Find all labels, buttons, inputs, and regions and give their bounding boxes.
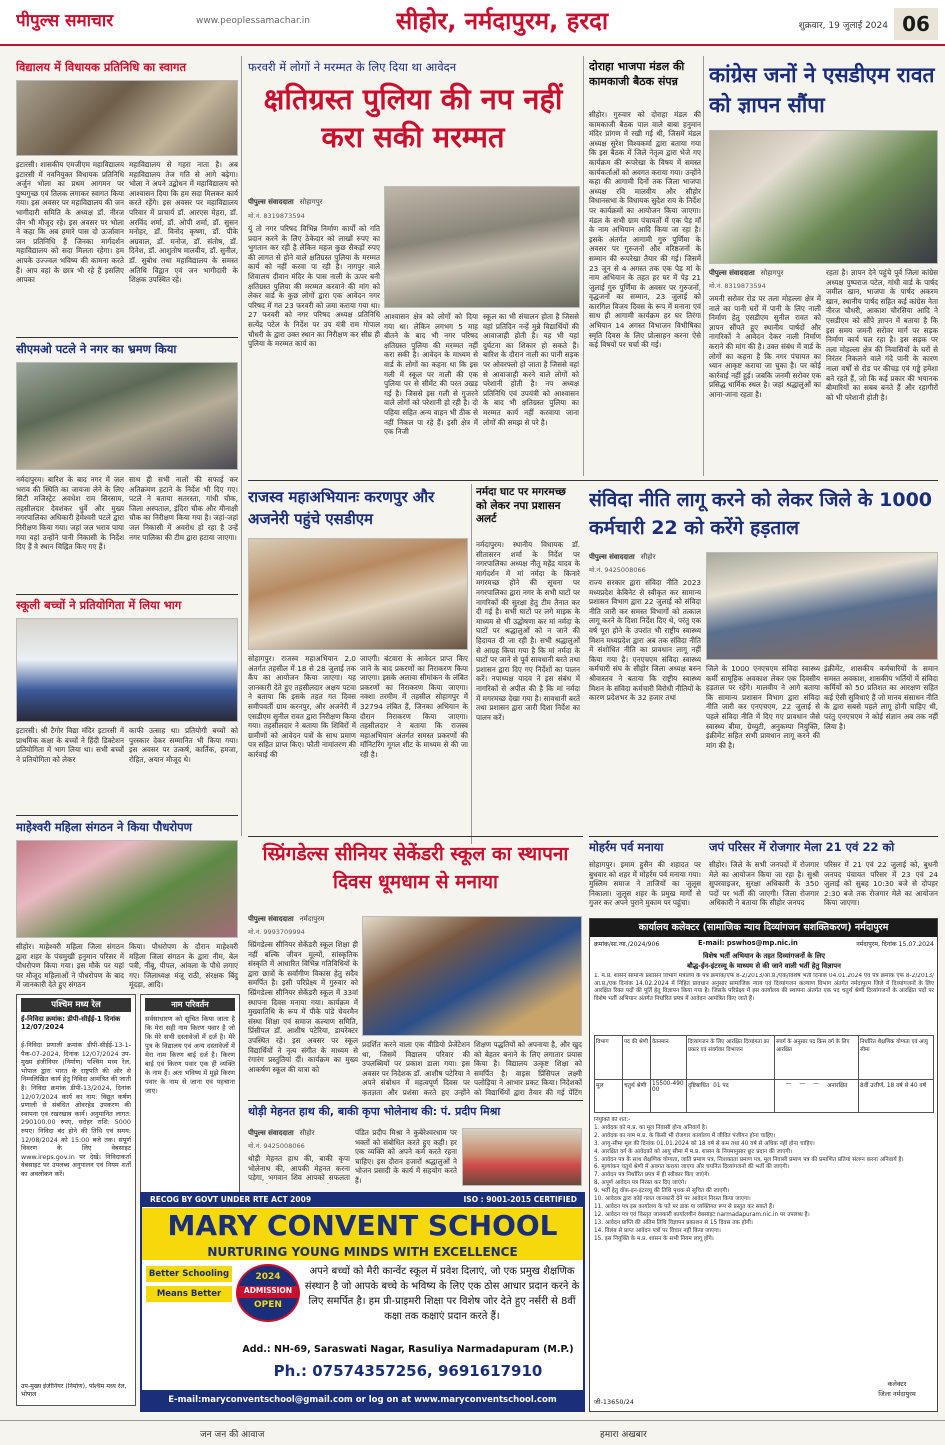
mobile-number (709, 280, 821, 290)
footer-left: जन जन की आवाज (200, 1430, 265, 1440)
admission-year: 2024 (255, 1272, 281, 1282)
table-cell-value: — (785, 1081, 792, 1087)
page-number: 06 (894, 8, 938, 40)
ad-hindi-text: अपने बच्चों को मैरी कान्वेंट स्कूल में प्रवेश दिलाएं, जो एक प्रमुख शैक्षणिक संस्थान है जो आपके बच्चे के भविष्य के लिए एक ठोस आधार प्रदान करने के लिए समर्पित है। हम प्री-प्राइमरी शिक्षा पर विशेष जोर देते हुए नर्सरी से 8वीं कक्षा तक कक्षाएं प्रदान करते हैं। (304, 1266, 580, 1322)
article-body: परिसर में 21 एवं 22 जुलाई को, बुधनी जनपद पंचायत परिसर में 23 एवं 24 जुलाई को सुबह 10:30 बजे से दोपहर 2:30 बजे तक रोजगार मेले का आयोजन किया जाएगा। (824, 860, 938, 908)
table-cell: चतुर्थ श्रेणी (623, 1080, 651, 1113)
mobile-number-text: मो.नं. 9425008066 (589, 565, 646, 574)
news-photo (706, 552, 938, 660)
article-body: सीहोर। गुरुवार को दोराहा मंडल की कामकाजी बैठक पाल वाले बाबा हनुमान मंदिर प्रांगण में रखी गई थी, जिसमें मंडल अध्यक्ष सुरेश विश्वकर्मा द्वारा बताया गया कि इस बैठक में जिले नेतृत्व द्वारा भेजे गए कार्यक्रम की रूपरेखा के विषय में समस्त कार्यकर्ताओं को अवगत कराया गया। उन्होंने कहा की आगामी दिनों तक जिला भाजपा अध्यक्ष रवि मालवीय और सीहोर विधानसभा के विधायक सुदेश राय के निर्देश पर कार्यक्रमों का आयोजन किया जाएगा। मंडल के सभी ग्राम पंचायतों में एक पेड़ माँ के नाम अभियान आदि किया जा रहा है। इसके अंतर्गत आगामी गुरु पूर्णिमा के अवसर पर गुरुजनों और वरिष्ठजनों के सम्मान की रूपरेखा तैयार की गई। जिसमें 23 जून से 4 अगस्त तक एक पेड़ मां के नाम अभियान के तहत हर घर में पेड़ 21 जुलाई गुरु पूर्णिमा के अवसर पर गुरुजनों, वृद्धजनों का सम्मान, 23 जुलाई को कारगिल विजय दिवस के रूप में मनाना एवं साथ ही आगामी कार्यक्रम हर घर तिरंगा अभियान 14 अगस्त विभाजन विभीषिका स्मृति दिवस के लिए प्रोत्साहन करना ऐसे कई विषयों पर चर्चा की गई। (589, 110, 701, 350)
admission-label: ADMISSION (238, 1286, 298, 1298)
place: सीहोर (640, 552, 656, 561)
headline: विद्यालय में विधायक प्रतिनिधि का स्वागत (16, 60, 187, 74)
notice-subject-2: बौद्ध-ईन-इंटरव्यू के माध्यम से की जाने वाली भर्ती हेतु विज्ञापन (687, 962, 841, 970)
divider (241, 56, 242, 836)
table-cell: 8वीं उत्तीर्ण, 18 वर्ष से 40 वर्ष (860, 1083, 927, 1089)
notice-email: E-mail: pswhos@mp.nic.in (698, 939, 798, 947)
news-photo (709, 130, 938, 264)
tender-heading: ई-निविदा क्रमांक: डीपी-सीईई-1 दिनांक 12/07/2024 (21, 1015, 121, 1031)
article-body: किया। पौधरोपण के दौरान माहेश्वरी महिला जिला संगठन के द्वारा नीम, बेल पत्री, नींबू, पीपल, आंवला के पौधे लगाए गए। जिलाध्यक्ष मंजू राठी, संरक्षक बिंदु मूंदड़ा, आदि। (129, 942, 238, 990)
article-body: नर्मदापुरम। बारिश के बाद नगर में जल भराव की स्थिति का जायजा लेने के लिए सिटी मजिस्ट्रेट अवधेश राम सिरसाम, तहसीलदार देवशंकर धुर्वे और मुख्य नगरपालिका अधिकारी हेमेश्वरी पटले द्वारा निरीक्षण किया गया। जहां जल भराव पाया गया वहां उन्होंने पानी निकासी के निर्देश दिए हैं वे स्थान चिह्नित किए गए हैं। (16, 475, 124, 552)
table-cell: 15500-49000 (651, 1080, 687, 1113)
headline: राजस्व महाअभियानः करणपुर और अजनेरी पहुंचे एसडीएम (248, 488, 435, 528)
school-tagline: NURTURING YOUNG MINDS WITH EXCELLENCE (142, 1244, 583, 1260)
headline: स्प्रिंगडेल्स सीनियर सेकेंडरी स्कूल का स्थापना दिवस धूमधाम से मनाया (262, 843, 569, 893)
divider (248, 836, 583, 837)
mobile-number-text: मो.नं. 9425008066 (248, 1141, 305, 1150)
place: नर्मदापुरम (299, 914, 325, 923)
notice-subject: विशेष भर्ती अभियान के तहत दिव्यांगजनों के लिए (703, 952, 825, 960)
news-photo (16, 840, 238, 938)
ad-email-bar[interactable]: E-mail:maryconventschool@gmail.com or log on at www.maryconventschool.com (142, 1390, 583, 1410)
article-body: इटारसी। शासकीय एमजीएम महाविद्यालय इटारसी में नवनियुक्त विधायक प्रतिनिधि अर्जुन भोला का प्रथम आगमन पर पुष्पगुच्छ एवं तिलक लगाकर स्वागत किया गया। इस अवसर पर महाविद्यालय की जन भागीदारी समिति के अध्यक्ष डॉ. नीरज जैन भी मौजूद रहे। इस अवसर पर भोला ने कहा कि अब हमारे पास दो ऊर्जावान जन प्रतिनिधि हैं जिनका मार्गदर्शन महाविद्यालय को सदा मिलता रहेगा। हम आपके उज्ज्वल भविष्य की कामना करते हैं। आप वहां के छात्र भी रहे हैं इसलिए आपका (16, 160, 124, 285)
ad-iso: ISO : 9001-2015 CERTIFIED (463, 1195, 577, 1204)
admission-open: OPEN (254, 1300, 282, 1310)
notice-date: नर्मदापुरम, दिनांक 15.07.2024 (856, 941, 934, 948)
article-body: थोड़ी मेहनत हाथ की, बाकी कृपा भोलेनाथ की, आपकी मेहनत करना पड़ेगा, भगवान शिव आपको सफलता (248, 1154, 350, 1183)
article-body: राज्य सरकार द्वारा संविदा नीति 2023 मध्यप्रदेश केबिनेट से स्वीकृत कर सामान्य प्रशासन विभाग द्वारा 22 जुलाई को संविदा नीति जारी कर समस्त विभागों को तत्काल लागू करने के दिशा निर्देश दिए थे, परंतु एक वर्ष पूरा होने के उपरांत भी राष्ट्रीय स्वास्थ्य मिशन मध्यप्रदेश द्वारा अब तक संविदा नीति में संशोधित नीति का प्रावधान लागू नहीं किया गया है। एनएचएम संविदा स्वास्थ्य कर्मचारी संघ के सीहोर जिला अध्यक्ष बरुन श्रीवास्तव ने बताया कि राष्ट्रीय स्वास्थ्य मिशन के संविदा कर्मचारी विरोधी नीतियों के कारण प्रदेशभर के 32 हजार तथा (589, 578, 701, 703)
divider (16, 337, 238, 338)
ad-left-2: Means Better (146, 1286, 232, 1302)
divider (583, 56, 584, 476)
place: सोहागपुर (760, 268, 784, 277)
article-body: रहता है। ज्ञापन देने पहुंचे पूर्व जिला कांग्रेस अध्यक्ष पुष्पराज पटेल, गांधी वार्ड के पार्षद जमील खान, भाजपा के पार्षद अकरम खान, स्थानीय पार्षद सहित कई कांग्रेस नेता नीरज चौधरी, आकाश चौरसिया आदि ने एसडीएम को सौंपे ज्ञापन में बताया है कि इस समय जमनी सरोवर मार्ग पर सड़क निर्माण कार्य चल रहा है। इस सड़क पर तला मोहल्ला क्षेत्र की निवासियों के घरों से निरंतर निकलने वाले गंदे पानी के कारण नाला वर्षों से रोड पर कीचड़ एवं गड्ढे हमेशा बने रहते हैं, जो कि कई प्रकार की भयानक बीमारियों का सबब बनते हैं और रहागीरों को भी परेशानी होती है। (826, 268, 938, 402)
article-body: इंक्रीमेंट, शासकीय कर्मचारियों के समान समस्त अवकाश, शासकीय भर्तियों में संविदा कर्मियों को 50 प्रतिशत का आरक्षण सहित कई ऐसी सुविधाएं हैं जो मानव संसाधन नीति के द्वारा सबसे पहले लागू होनी चाहिए थी, परंतु एनएचएम ने कोई संज्ञान अब तक नहीं लिया है। (824, 664, 938, 731)
headline: थोड़ी मेहनत हाथ की, बाकी कृपा भोलेनाथ की: पं. प्रदीप मिश्रा (248, 1105, 501, 1118)
section-title: सीहोर, नर्मदापुरम, हरदा (396, 7, 609, 35)
name-change-box (140, 994, 240, 1194)
mobile-number-text: मो.नं. 8319873594 (709, 281, 766, 290)
page-footer (0, 1420, 945, 1445)
article-body: शिक्षण पद्धतियों को अपनाया है, और खुद को बेहतर बनाने के लिए लगातार प्रयास किया है। विद्यालय उत्कृष्ट शिक्षा को समर्पित है। वाइस प्रिंसिपल लक्ष्मी पलोड़िया ने आभार प्रकट किया। निदेशकों को विद्यार्थियों द्वारा तैयार की गई पेंटिंग (474, 1040, 582, 1096)
table-header: दिव्यांगजन के लिए आरक्षित दिव्यांगता का प्रकार एवं संवर्गवार विभाजन (687, 1036, 775, 1080)
tender-badge: पश्चिम मध्य रेल (21, 998, 131, 1012)
article-body: यूं तो नगर परिषद विभिन्न निर्माण कार्यों को गति प्रदान करने के लिए ठेकेदार को लाखों रुपए का भुगतान कर रही है लेकिन महज कुछ सैकड़ों रुपए की लागत से होने वाले क्षतिग्रस्त पुलिया के मरम्मत कार्य को नहीं करवा पा रही है। नागपुर वाले शिवालय दीवान मंदिर के पास नाली के ऊपर बनी क्षतिग्रस्त पुलिया की मरम्मत करवाने की मांग को लेकर वार्ड के कुछ लोगों द्वारा एक आवेदन नगर परिषद में गत 23 फरवरी को जमा कराया गया था। 27 फरवरी को नगर परिषद अध्यक्ष प्रतिनिधि सत्येंद्र पटेल के निर्देश पर उप यंत्री राम गोपाल चौधरी के द्वारा उक्त स्थान का निरीक्षण कर सीघ्र ही पुलिया के मरम्मत कार्य का (248, 224, 380, 349)
issue-date: शुक्रवार, 19 जुलाई 2024 (798, 21, 888, 31)
table-cell (687, 1080, 775, 1113)
article-body: जिले के 1000 एनएचएम संविदा स्वास्थ्य कर्मी सामूहिक अवकाश लेकर एक दिवसीय हड़ताल पर रहेंगे। मालवीय ने आगे बताया कि सामान्य प्रशासन विभाग द्वारा संविदा नीति जारी कर एनएचएम, 22 जुलाई से पहले संविदा नीति में दिए गए प्रावधान जैसे स्वास्थ्य बीमा, ग्रेच्युटी, अनुकम्पा नियुक्ति, इंक्रीमेंट सहित सभी प्रावधान लागू करने की मांग की है। (706, 664, 820, 750)
reporter: पीपुल्स संवाददाता (709, 268, 755, 277)
mobile-number-text: मो.नं. 9993709994 (248, 927, 305, 936)
article-body: स्प्रिंगडेल्स सीनियर सेकेंडरी स्कूल शिक्षा ही नहीं बल्कि जीवन मूल्यों, सांस्कृतिक संस्कृति में आधारित विभिन्न गतिविधियों के द्वारा छात्रों के सर्वांगीण विकास हेतु सदैव समर्पित है। इसी परिप्रेक्ष्य में गुरुवार को स्प्रिंगडेल्स सीनियर सेकेंडरी स्कूल में 33वां स्थापना दिवस मनाया गया। कार्यक्रम में मुख्यातिथि के रूप में पीके पांडे चेयरमैन संस्था शिक्षा एवं समाज कल्याण समिति, प्रिंसीपल डॉ. आशीष पटेरिया, डायरेक्टर उपस्थित रहे। इस अवसर पर स्कूल विद्यार्थियों ने नृत्य संगीत के माध्यम से रंगारंग प्रस्तुतियां दीं। कार्यक्रम का मुख्य आकर्षण स्कूल की यात्रा को (248, 940, 358, 1074)
divider (471, 484, 472, 844)
table-header: विभाग (595, 1036, 623, 1080)
article-body: महाविद्यालय से गहरा नाता है। अब महाविद्यालय तेज गति से आगे बढ़ेगा। भोला ने अपने उद्बोधन में महाविद्यालय को आश्वासन दिया कि हम सदा मिलकर कार्य करते रहेंगे। इस अवसर पर महाविद्यालय परिवार में प्राचार्य डॉ. आरएस मेहरा, डॉ. अरविंद शर्मा, डॉ. ओपी शर्मा, डॉ. सुसन मनोहर, डॉ. विनोद कृष्णा, डॉ. पीके अग्रवाल, डॉ. मनोज, डॉ. संतोष, डॉ. दिनेश, डॉ. आशुतोष मालवीय, डॉ. सुनील, डॉ. सुबोध तथा महाविद्यालय के समस्त अतिथि विद्वान एवं जन भागीदारी के शिक्षक उपस्थित रहे। (129, 160, 238, 285)
headline: स्कूली बच्चों ने प्रतियोगिता में लिया भाग (16, 598, 182, 612)
notice-intro: 1. म.प्र. शासन सामान्य प्रशासन विभाग मंत्रालय के पत्र क्रमांक/एफ 8-2/2013/आ.प्र./एक/विशेष भर्ती दिनांक 04.01.2024 एवं पत्र क्रमांक एफ 8-2/2013/आ.प्र./एक दिनांक 14.02.2024 में निहित प्रावधान अनुसार सामाजिक न्याय एवं दिव्यांगजन कल्याण विभाग अंतर्गत नर्मदापुरम जिले में दिव्यांगजनों के लिए आरक्षित रिक्त पदों की पूर्ति हेतु विज्ञापन किया गया है। जिसके परिप्रेक्ष्य में इस कार्यालय की स्थापना अंतर्गत एक पद चतुर्थ श्रेणी दिव्यांगजनों के आरक्षित पदों पर विशेष भर्ती अभियान अंतर्गत निर्धारित प्रपत्र में आवेदन आमंत्रित किए जाते हैं। (594, 973, 934, 1002)
article-body: सोहागपुर। राजस्व महाअभियान 2.0 अंतर्गत तहसील में 18 से 28 जुलाई तक कैंप का आयोजन किया जाएगा। यह जानकारी देते हुए तहसीलदार अक्षय पटवा ने बताया कि इसके तहत गत दिवस समीपवर्ती ग्राम करनपुर, और अजनेरी में एसडीएम सुनील रावत द्वारा निरीक्षण किया गया। तहसीलदार ने बताया कि शिविरों में ग्रामीणों को आवेदन पत्रों के साथ प्रमाण पत्र सहित प्राप्त किए। फौती नामांतरण की कार्रवाई की (248, 654, 356, 759)
place: सीहोर (299, 1128, 315, 1137)
article-body: सीहोर। जिले के सभी जनपदों में रोजगार मेले का आयोजन किया जा रहा है। सुश्री सुपरवाइजर, सुरक्षा अधिकारी के 350 पदों पर भर्ती की जाएगी। जिला रोजगार अधिकारी ने बताया कि सीहोर जनपद (709, 860, 819, 908)
article-body: आश्वासन क्षेत्र को लोगों को दिया गया था। लेकिन लगभग 5 माह बीतने के बाद भी नगर परिषद क्षतिग्रस्त पुलिया की मरम्मत नहीं करा सकी है। आवेदन के माध्यम से वार्ड के लोगों का कहना था कि इस गली में स्कूल पर नाली की एक पुलिया पर से सीमेंट की परत उखड़ गई है। जिससे इस गली से गुजरने वाले लोगों को परेशानी हो रही है। दो पहिया सहित अन्य वाहन भी ठीक से नहीं निकल पा रहे हैं। इसी क्षेत्र में एक निजी (384, 312, 478, 437)
headline: दोराहा भाजपा मंडल की कामकाजी बैठक संपन्न (589, 60, 685, 88)
headline: नर्मदा घाट पर मगरमच्छ को लेकर नपा प्रशासन अलर्ट (476, 486, 566, 525)
mobile-number (589, 564, 701, 574)
ad-address: Add.: NH-69, Saraswati Nagar, Rasuliya Narmadapuram (M.P.) (242, 1344, 574, 1355)
ad-phone[interactable]: Ph.: 07574357256, 9691617910 (273, 1362, 543, 1380)
divider (703, 56, 704, 476)
article-body: पंडित प्रदीप मिश्रा ने कुबेरेश्वरधाम पर भक्तों को संबोधित करते हुए कही। हर एक व्यक्ति को अपने कर्म करते रहना चाहिए। इस दौरान हजारों श्रद्धालुओं ने भोजन प्रसादी के कार्य में सहयोग करते हैं। (355, 1128, 457, 1184)
school-name: MARY CONVENT SCHOOL (142, 1208, 583, 1244)
tender-body: ई-निविदा प्रणाली क्रमांक डीपी-सीईई-13-1-पैक-07-2024, दिनांक 12/07/2024 उप-मुख्य इंजीनियर (निर्माण) पश्चिम मध्य रेल, भोपाल द्वारा भारत के राष्ट्रपति की ओर से निम्नलिखित कार्य हेतु निविदा आमंत्रित की जाती है। निविदा क्रमांक डीपी-13/2024, दिनांक 12/07/2024 कार्य का नाम: विद्युत कर्षण प्रणाली से संबंधित ओवरहेड उपकरण की स्थापना एवं रखरखाव कार्य। अनुमानित लागत: 290100.00 रुपए, धरोहर राशि: 5000 रुपए। निविदा बंद होने की तिथि एवं समय: 12/08/2024 को 15:00 बजे तक। संपूर्ण विवरण के लिए वेबसाइट www.ireps.gov.in पर देखें। निविदाकर्ता वेबसाइट पर उपलब्ध अनुपालन एवं नियम शर्तों का अवलोकन करें। (21, 1041, 131, 1178)
article-body: सोहागपुर। इमाम हुसैन की शहादत पर बुधवार को शहर में मोहर्रम पर्व मनाया गया। मुस्लिम समाज ने ताजियों का जुलूस निकाला। जुलूस शहर के प्रमुख मार्गों से गुजर कर अपने पुराने मुकाम पर पहुंचा। (589, 860, 701, 908)
table-header: पद की श्रेणी (623, 1036, 651, 1080)
headline: माहेश्वरी महिला संगठन ने किया पौधरोपण (16, 820, 192, 834)
table-header: संवर्ग के अनुसार पद किस वर्ग के लिए आरक्षित (775, 1036, 859, 1080)
article-body: इटारसी। श्री टैगोर विद्या मंदिर इटारसी में प्राथमिक कक्षा के बच्चों ने हिंदी डिक्टेशन प्रतियोगिता में भाग लिया था। सभी बच्चों ने प्रतियोगिता को लेकर (16, 726, 124, 764)
notice-table (594, 1035, 934, 1113)
news-photo (462, 1128, 582, 1186)
admission-badge[interactable] (236, 1264, 300, 1322)
reporter: पीपुल्स संवाददाता (248, 1128, 294, 1137)
divider (248, 1100, 583, 1101)
byline (248, 196, 378, 208)
article-body: प्रदर्शित करने वाला एक वीडियो प्रेजेंटेशन था, जिसमें विद्यालय परिवार की उपलब्धियों पर प्रकाश डाला गया। इस अवसर पर निदेशक डॉ. आशीष पटेरिया ने अपने संबोधन में महत्वपूर्ण दिवस पर कृतज्ञता और प्रशंसा करते हुए उन्होंने (362, 1040, 470, 1096)
notice-signature: कलेक्टर (887, 1380, 907, 1388)
headline: संविदा नीति लागू करने को लेकर जिले के 1000 कर्मचारी 22 को करेंगे हड़ताल (589, 489, 933, 539)
table-cell-value: 01 पद (713, 1083, 729, 1089)
news-photo (16, 618, 238, 722)
headline: मोहर्रम पर्व मनाया (589, 840, 664, 854)
article-body: जमनी सरोवर रोड पर तला मोहल्ला क्षेत्र में नाले का पानी घरों में पानी के लिए नाली निर्माण हेतु एसडीएम सुनील रावत को ज्ञापन सौंपते हुए स्थानीय पार्षदों और नागरिकों ने आवेदन देकर नाली निर्माण कराने की मांग की है। उक्त संबंध में वार्ड के लोगों का कहना है कि नगर पंचायत का ध्यान आकृष्ट कराया जा चुका है। पर कोई कार्रवाई नहीं हुई। जबकि जनमी सरोवर एक प्रसिद्ध धार्मिक स्थल है। जहां श्रद्धालुओं का आना-जाना रहता है। (709, 294, 821, 399)
divider (16, 815, 238, 816)
headline: कांग्रेस जनों ने एसडीएम रावत को ज्ञापन सौंपा (709, 63, 935, 117)
tender-footer: उप-मुख्य इंजीनियर (निर्माण), पश्चिम मध्य रेल, भोपाल (21, 1383, 127, 1398)
ad-left-1: Better Schooling (146, 1266, 232, 1282)
article-body: काफी उत्साह था। प्रतियोगी बच्चों को पुरस्कार देकर सम्मानित भी किया गया। इस अवसर पर उत्कर्ष, कार्तिक, हमजा, रोहित, अयान मौजूद थे। (129, 726, 238, 764)
headline: सीएमओ पटले ने नगर का भ्रमण किया (16, 342, 177, 356)
reporter: पीपुल्स संवाददाता (589, 552, 635, 561)
news-photo (362, 916, 582, 1036)
website[interactable]: www.peoplessamachar.in (196, 16, 310, 26)
table-cell-value: अनारक्षित (826, 1083, 848, 1089)
notice-title: कार्यालय कलेक्टर (सामाजिक न्याय दिव्यांगजन सशक्तिकरण) नर्मदापुरम (590, 919, 937, 937)
railway-tender-box (16, 994, 136, 1406)
logo[interactable]: पीपुल्स समाचार (16, 11, 114, 31)
article-body: नर्मदापुरम। स्थानीय विधायक डॉ. सीतासरन शर्मा के निर्देश पर नगरपालिका अध्यक्ष नीतू महेंद्र यादव के मार्गदर्शन में मां नर्मदा के किनारे मगरमच्छ होने की सूचना पर नगरपालिका द्वारा नगर के सभी घाटों पर नागरिकों की सुरक्षा हेतु टीम तैनात कर दी गई है। सभी घाटों पर लगे माइक के माध्यम से भी उद्घोषणा कर मां नर्मदा के घाटों पर श्रद्धालुओं को न जाने की हिदायत दी जा रही है। सभी श्रद्धालुओं से आग्रह किया गया है कि मां नर्मदा के घाटों पर जाने से पूर्व सावधानी बरते तथा प्रशासन द्वारा दिए गए निर्देशों का पालन करें। नपाध्यक्ष यादव ने इस संबंध में नागरिकों से अपील की है कि मां नर्मदा में मगरमच्छ देखा गया है। सावधानी बरतें तथा प्रशासन द्वारा जारी दिशा निर्देश का पालन करें। (476, 540, 580, 722)
table-cell: मूल (595, 1080, 623, 1113)
notice-code: जी-13650/24 (594, 1398, 634, 1406)
footer-right: हमारा अखबार (600, 1430, 647, 1440)
mobile-number-text: मो.नं. 8319873594 (248, 211, 305, 220)
table-header: वेतनमान (651, 1036, 687, 1080)
reporter: पीपुल्स संवाददाता (248, 914, 294, 923)
table-cell-value: दृष्टिबाधित (688, 1083, 710, 1089)
name-change-badge: नाम परिवर्तन (145, 998, 235, 1011)
article-body: सीहोर। माहेश्वरी महिला जिला संगठन द्वारा शहर के पंचमुखी हनुमान परिसर में पौधरोपण किया गया। इस मौके पर यहां पर मौजूद महिलाओं ने पौधरोपण के बाद में जानकारी देते हुए संगठन (16, 942, 124, 990)
table-header: निर्धारित शैक्षणिक योग्यता एवं आयु सीमा (859, 1036, 934, 1080)
notice-ref: क्रमांक/सा.न्या./2024/906 (594, 941, 660, 948)
news-photo (384, 186, 580, 308)
article-body: स्कूल का भी संचालन होता है जिससे वहां प्रतिदिन नन्हें मुन्ने विद्यार्थियों की आवाजाही होती है। यह भी यहां दुर्घटना का शिकार हो सकते हैं। बारिश के दौरान नाली का पानी सड़क पर ओवरफ्लो हो जाता है जिससे वहां से आवाजाही करने वाले लोगों को परेशानी होती है। नप अध्यक्ष प्रतिनिधि एवं उपयंत्री को आश्वासन के बाद भी क्षतिग्रस्त पुलिया का मरम्मत कार्य नहीं करवाया जाना लोगों की समझ से परे है। (483, 312, 579, 427)
byline (709, 268, 821, 278)
mobile-number (248, 210, 378, 220)
headline: जपं परिसर में रोजगार मेला 21 एवं 22 को (709, 840, 895, 854)
notice-terms: नियुक्ति की शर्तें:- 1. आवेदक को म.प्र. का मूल निवासी होना अनिवार्य है। 2. आवेदक का नाम म.प्र. के किसी भी रोजगार कार्यालय में जीवित पंजीयन होना चाहिए। 3. आयु-सीमा मूल की दिनांक 01.01.2024 को 18 वर्ष से कम तथा 40 वर्ष से अधिक नहीं होना चाहिए। 4. आरक्षित वर्ग के आवेदकों को आयु सीमा में म.प्र. शासन के नियमानुसार छूट प्रदान की जाएगी। 5. आवेदन पत्र के साथ शैक्षणिक योग्यता, जाति प्रमाण पत्र, निःशक्तता प्रमाण पत्र, मूल निवासी प्रमाण पत्र की प्रमाणित प्रतियां संलग्न करना अनिवार्य है। 6. मूल्यांकन चतुर्थ श्रेणी में अवगत कराया जाएगा और चयनित दिव्यांगजनों की भर्ती की जाएगी। 7. आवेदन पत्र निर्धारित प्रपत्र में ही स्वीकार किए जाएंगे। 8. अपूर्ण आवेदन पत्र निरस्त कर दिए जाएंगे। 9. भर्ती हेतु वॉक-इन-इंटरव्यू की तिथि पृथक से सूचित की जाएगी। 10. आवेदक द्वारा कोई गलत जानकारी देने पर आवेदन निरस्त किया जाएगा। 11. आवेदन पत्र इस कार्यालय के पते पर डाक या व्यक्तिगत रूप से प्रस्तुत कर सकते हैं। 12. आवेदन पत्र एवं विस्तृत जानकारी कार्यालयीन वेबसाइट narmadapuram.nic.in पर उपलब्ध है। 13. आवेदन प्राप्ति की अंतिम तिथि विज्ञापन प्रकाशन से 15 दिवस तक होगी। 14. विलंब से प्राप्त आवेदन पत्रों पर विचार नहीं किया जाएगा। 15. इस नियुक्ति के म.प्र. शासन के सभी नियम लागू होंगे। (594, 1117, 904, 1242)
table-cell-value: — (813, 1081, 819, 1087)
ad-recog: RECOG BY GOVT UNDER RTE ACT 2009 (150, 1195, 312, 1204)
table-cell-value: — (799, 1081, 806, 1087)
divider (589, 836, 938, 837)
article-body: साथ ही सभी नालों की सफाई कर अतिक्रमण हटाने के निर्देश भी दिए गए। पटले ने बताया सतरस्ता, गांधी चौक, जिला अस्पताल, इंदिरा चौक और मीनाक्षी चौक का निरीक्षण किया गया है। जहां-जहां जल निकासी में अवरोध हो रहा है उन्हें नगर पालिका की टीम द्वारा हटाया जाएगा। (129, 475, 238, 542)
kicker: फरवरी में लोगों ने मरम्मत के लिए दिया था आवेदन (248, 60, 457, 74)
name-change-body: सर्वसाधारण को सूचित किया जाता है कि मेरा सही नाम किरण पवार है जो कि मेरे सभी दस्तावेजों में दर्ज है। मेरे पुत्र के विद्यालय एवं अन्य दस्तावेजों में मेरा नाम किरण बाई दर्ज है। किरण बाई एवं किरण पवार एक ही व्यक्ति के नाम हैं। अतः भविष्य में मुझे किरण पवार के नाम से जाना एवं पहचाना जाए। (145, 1015, 235, 1095)
masthead (0, 0, 945, 46)
divider (16, 594, 238, 595)
article-body: जाएगी। बंटवारा के आवेदन प्राप्त किए जाने के बाद प्रकरणों का निराकरण किया जाएगा। इसके अलावा सीमांकन के लंबित प्रकरणों का निराकरण किया जाएगा। नक्शा तरमीम में तहसील सोहागपुर में 32794 लंबित हैं, जिनका अभियान के दौरान निराकरण किया जाएगा। तहसीलदार ने बताया कि राजस्व महाअभियान अंतर्गत समस्त प्रकरणों की मॉनिटरिंग गूगल शीट के माध्यम से की जा रही है। (360, 654, 468, 759)
collector-notice (589, 918, 938, 1412)
news-photo (16, 80, 238, 156)
table-cell (775, 1080, 859, 1113)
notice-signature-2: जिला नर्मदापुरम (878, 1390, 916, 1398)
school-ad[interactable] (140, 1192, 585, 1412)
byline (589, 552, 701, 562)
place: सोहागपुर (299, 197, 323, 206)
headline: क्षतिग्रस्त पुलिया की नप नहीं करा सकी मरम्मत (263, 82, 563, 154)
news-photo (248, 538, 468, 650)
news-photo (16, 362, 238, 470)
reporter: पीपुल्स संवाददाता (248, 197, 294, 206)
divider (248, 480, 938, 481)
